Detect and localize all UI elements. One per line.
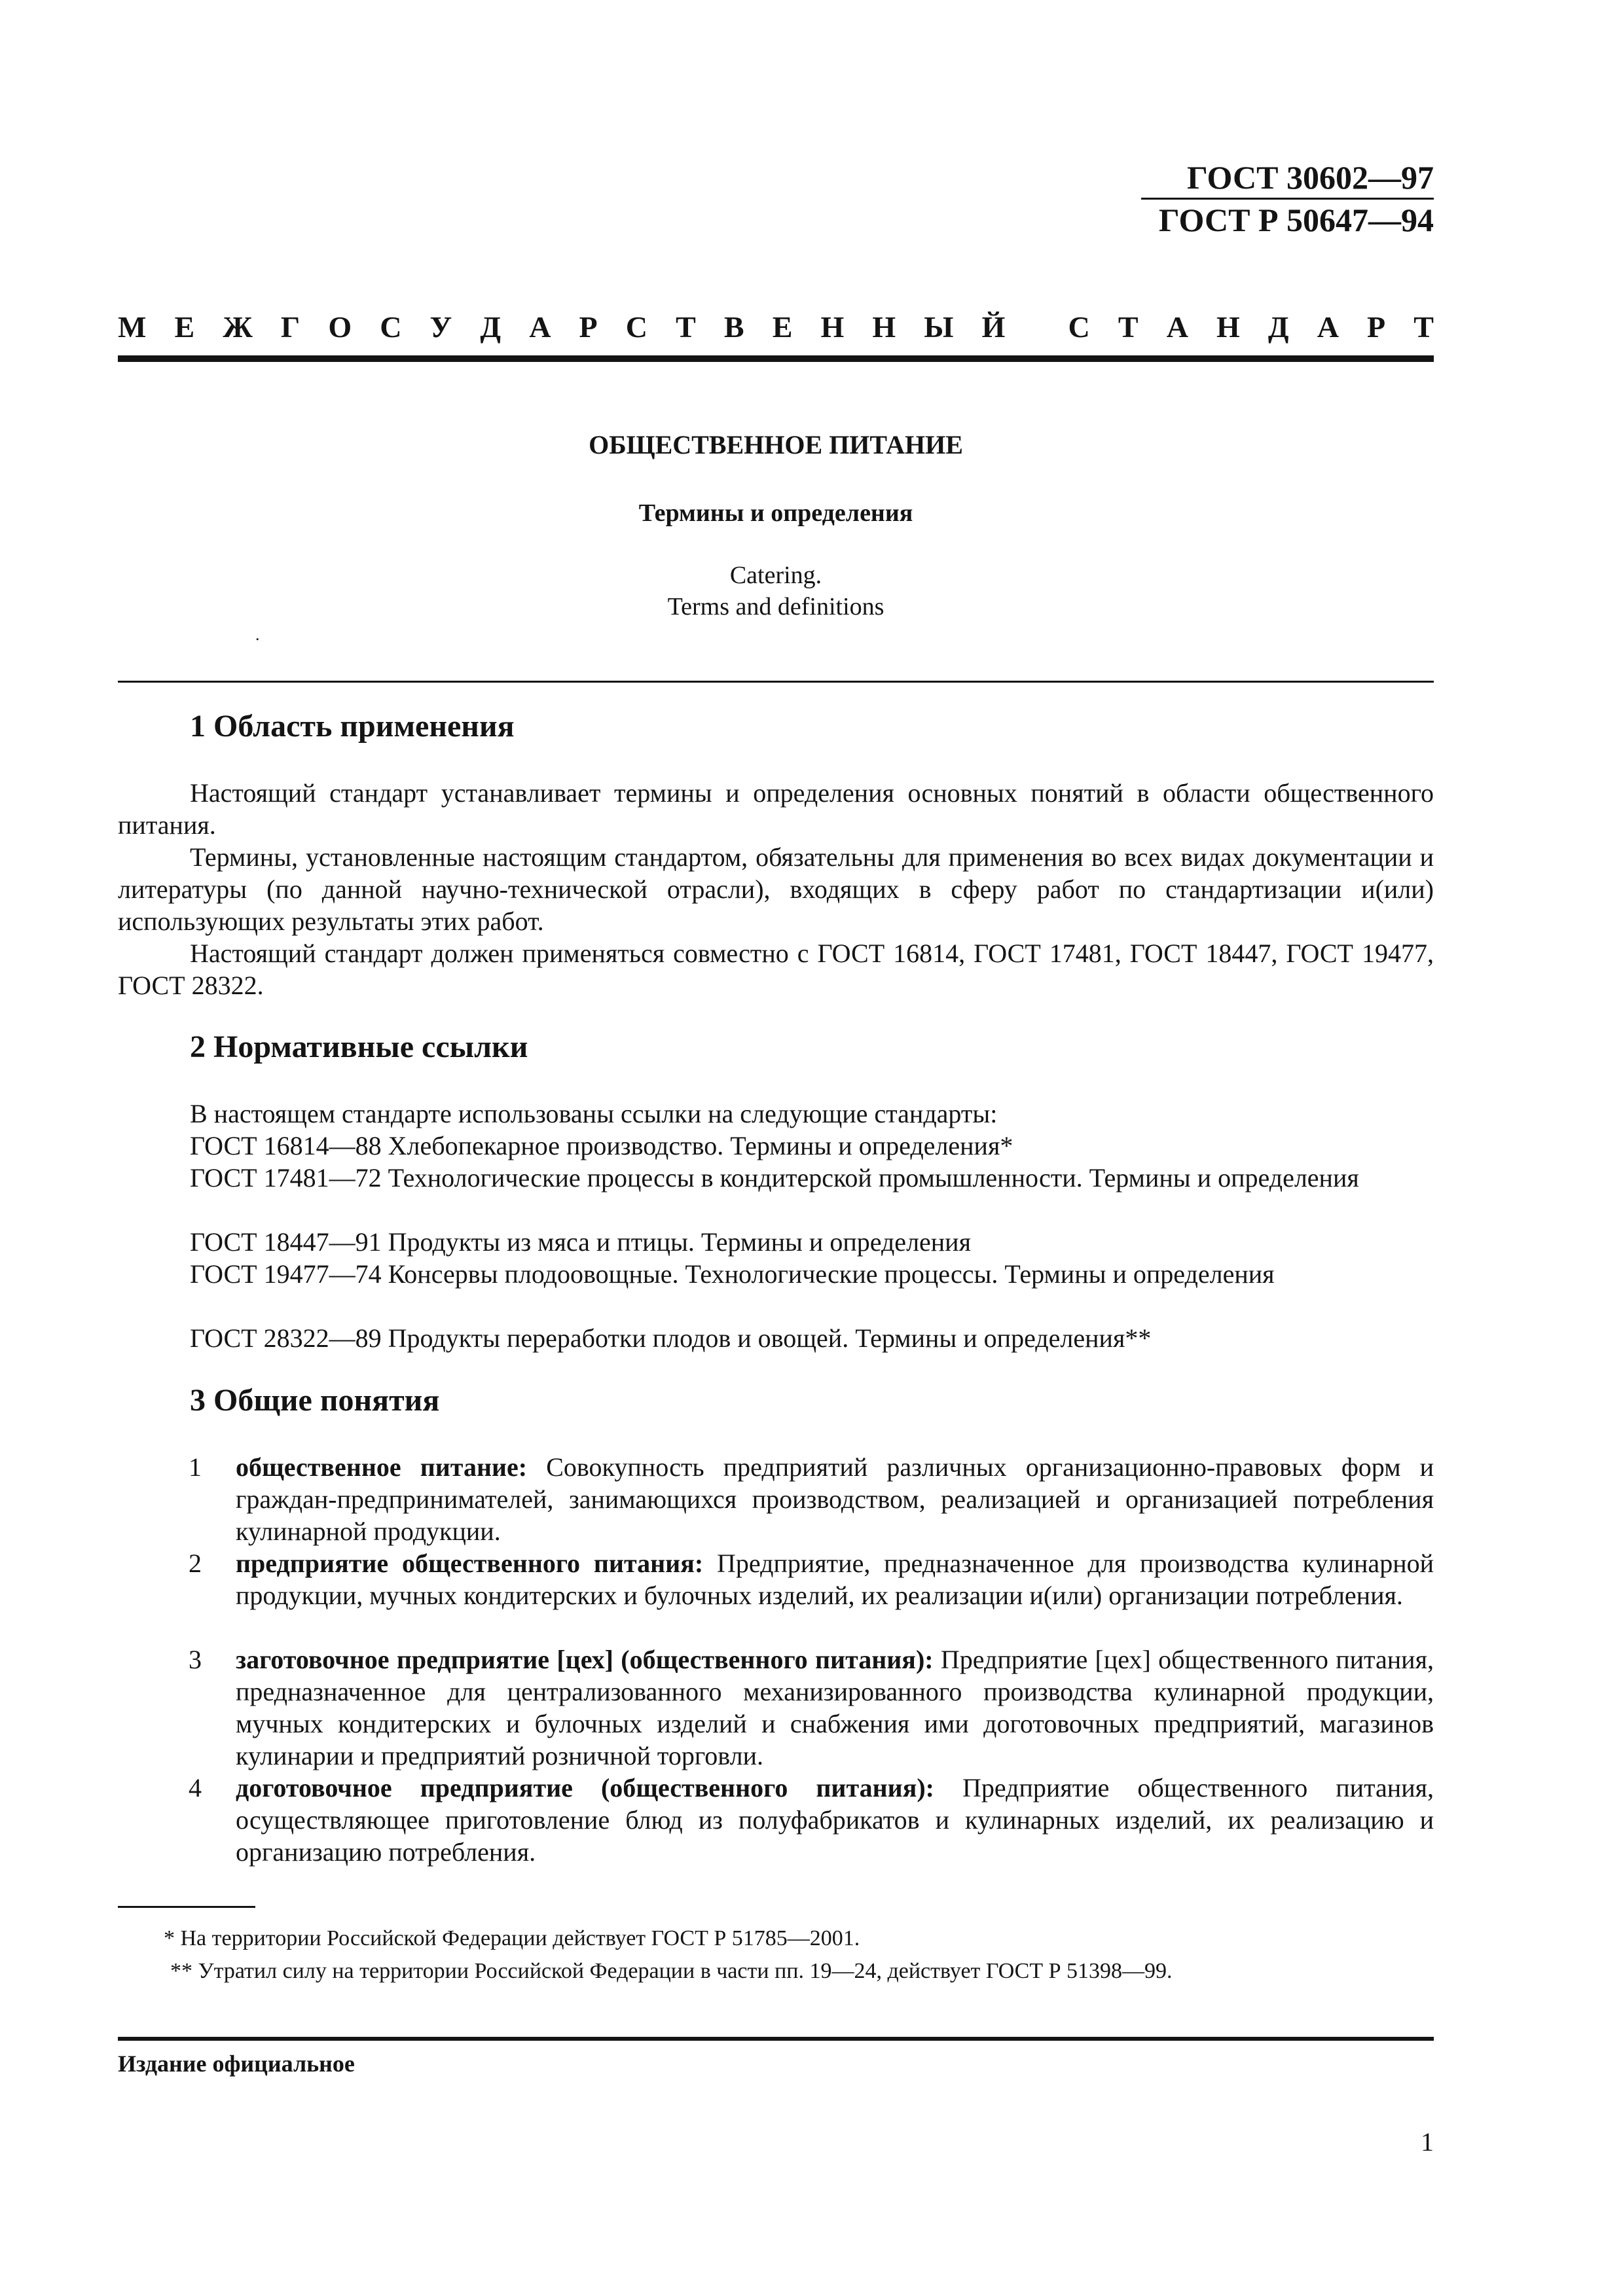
banner-letter: Г <box>280 310 301 344</box>
stray-mark: . <box>255 625 260 644</box>
banner-letter: Д <box>480 310 501 344</box>
term-name: заготовочное предприятие [цех] (общественного питания): <box>236 1645 934 1674</box>
english-title <box>118 560 1434 622</box>
english-title-line-2: Terms and definitions <box>667 593 884 620</box>
section-2-intro: В настоящем стандарте использованы ссылки на следующие стандарты: <box>190 1099 998 1128</box>
term-body <box>236 1643 1434 1772</box>
standard-codes <box>917 157 1434 240</box>
banner-letter: У <box>429 310 452 344</box>
term-number: 3 <box>189 1645 202 1674</box>
banner-letter: А <box>529 310 551 344</box>
banner-letter: Т <box>676 310 696 344</box>
section-3-heading: 3 Общие понятия <box>190 1383 440 1418</box>
term-name: общественное питание: <box>236 1452 528 1482</box>
term-name: доготовочное предприятие (общественного питания): <box>236 1773 934 1803</box>
term-number: 1 <box>189 1452 202 1482</box>
interstate-standard-banner <box>118 308 1434 347</box>
banner-letter: М <box>118 310 147 344</box>
section-1-paragraph: Термины, установленные настоящим стандартом, обязательны для применения во всех видах документации и литературы (по данной научно-технической отрасли), входящих в сферу работ по стандартизации и(или) использующих результаты этих работ. <box>118 842 1434 936</box>
footer-rule <box>118 2037 1434 2041</box>
document-subtitle: Термины и определения <box>638 499 913 527</box>
banner-letter: А <box>1166 310 1188 344</box>
term-definition: Предприятие, предназначенное для производства кулинарной продукции, мучных кондитерских и булочных изделий, их реализации и(или) организации потребления. <box>236 1549 1434 1610</box>
banner-letter: Е <box>174 310 195 344</box>
banner-letter: Й <box>981 310 1006 344</box>
standard-code-2: ГОСТ Р 50647—94 <box>1158 202 1434 238</box>
term-definition: Предприятие общественного питания, осуществляющее приготовление блюд из полуфабрикатов и кулинарных изделий, их реализацию и организацию потребления. <box>236 1773 1434 1867</box>
banner-letter: С <box>625 310 647 344</box>
section-2-heading: 2 Нормативные ссылки <box>190 1030 528 1064</box>
banner-letter: О <box>328 310 352 344</box>
section-1-paragraph: Настоящий стандарт устанавливает термины и определения основных понятий в области общественного питания. <box>118 778 1434 840</box>
term-number: 2 <box>189 1549 202 1578</box>
banner-letter: Е <box>772 310 793 344</box>
banner-letter: Ж <box>223 310 253 344</box>
reference-item: ГОСТ 18447—91 Продукты из мяса и птицы. Термины и определения <box>190 1227 971 1257</box>
page-number: 1 <box>1421 2127 1434 2157</box>
banner-letter: В <box>723 310 744 344</box>
term-name: предприятие общественного питания: <box>236 1549 704 1578</box>
banner-letter: С <box>1068 310 1090 344</box>
official-edition-label: Издание официальное <box>118 2051 355 2077</box>
banner-letter: С <box>380 310 402 344</box>
footnote: ** Утратил силу на территории Российской Федерации в части пп. 19—24, действует ГОСТ Р 51398—99. <box>170 1959 1173 1983</box>
term-definition: Предприятие [цех] общественного питания, предназначенное для централизованного механизированного производства кулинарной продукции, мучных кондитерских и булочных изделий и снабжения ими доготовочных предприятий, магазинов кулинарии и предприятий розничной торговли. <box>236 1645 1434 1770</box>
reference-item: ГОСТ 28322—89 Продукты переработки плодов и овощей. Термины и определения** <box>190 1323 1152 1353</box>
term-body <box>236 1547 1434 1611</box>
term-body <box>236 1451 1434 1547</box>
header-rule <box>118 355 1434 362</box>
banner-letter: Н <box>872 310 896 344</box>
banner-letter: Д <box>1267 310 1289 344</box>
banner-gap <box>1033 308 1040 347</box>
standard-code-1: ГОСТ 30602—97 <box>1141 157 1434 200</box>
banner-letter: Т <box>1118 310 1139 344</box>
section-1-paragraph: Настоящий стандарт должен применяться совместно с ГОСТ 16814, ГОСТ 17481, ГОСТ 18447, ГОСТ 19477, ГОСТ 28322. <box>118 939 1434 1000</box>
reference-item: ГОСТ 19477—74 Консервы плодоовощные. Технологические процессы. Термины и определения <box>190 1259 1275 1289</box>
term-definition: Совокупность предприятий различных организационно-правовых форм и граждан-предпринимателей, занимающихся производством, реализацией и организацией потребления кулинарной продукции. <box>236 1452 1434 1546</box>
footnote-rule <box>118 1906 255 1908</box>
banner-letter: Ы <box>924 310 954 344</box>
section-1-heading: 1 Область применения <box>190 709 515 744</box>
document-title: ОБЩЕСТВЕННОЕ ПИТАНИЕ <box>589 430 963 459</box>
term-body <box>236 1772 1434 1868</box>
banner-letter: Р <box>579 310 598 344</box>
banner-letter: Т <box>1413 310 1434 344</box>
footnote: * На территории Российской Федерации действует ГОСТ Р 51785—2001. <box>164 1926 860 1950</box>
banner-letter: А <box>1317 310 1339 344</box>
term-number: 4 <box>189 1773 202 1803</box>
banner-letter: Н <box>820 310 845 344</box>
english-title-line-1: Catering. <box>729 562 822 589</box>
banner-letter: Р <box>1367 310 1386 344</box>
banner-letter: Н <box>1216 310 1240 344</box>
reference-item: ГОСТ 17481—72 Технологические процессы в кондитерской промышленности. Термины и определения <box>190 1163 1359 1193</box>
title-rule <box>118 681 1434 683</box>
reference-item: ГОСТ 16814—88 Хлебопекарное производство. Термины и определения* <box>190 1131 1013 1160</box>
